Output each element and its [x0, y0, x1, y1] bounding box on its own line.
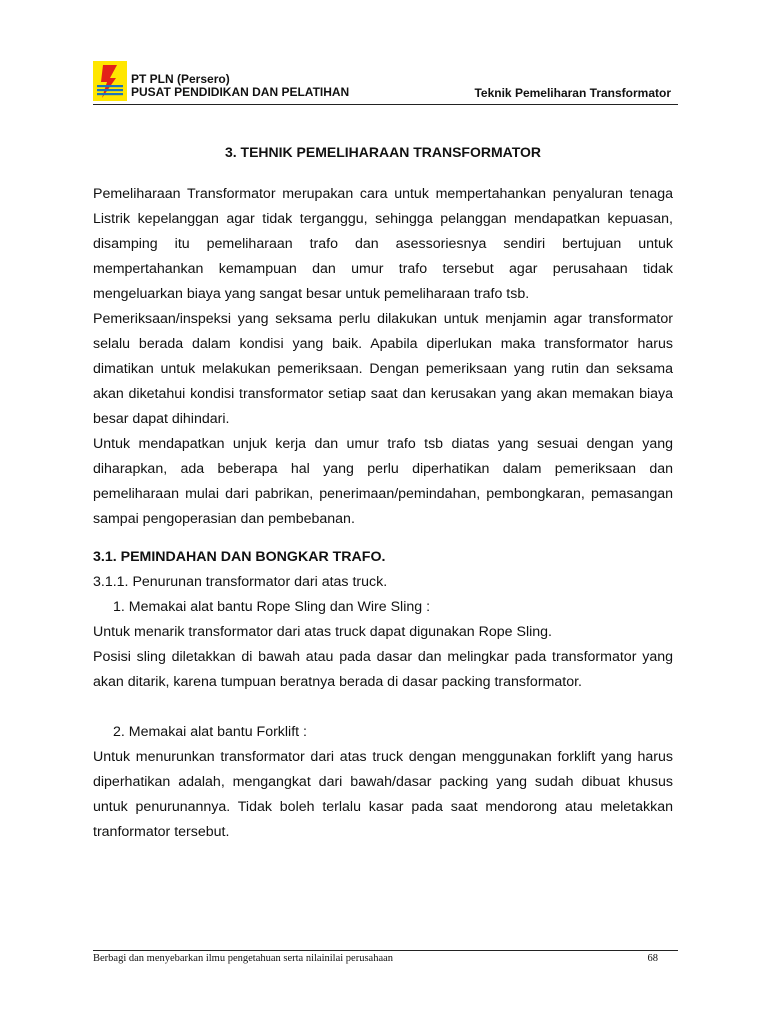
- page-content: [93, 140, 673, 845]
- org-line-1: PT PLN (Persero): [131, 72, 230, 86]
- footer-divider: [93, 950, 678, 951]
- organization-name: [131, 73, 349, 99]
- page-footer: [93, 953, 658, 964]
- list-item-label: 2. Memakai alat bantu Forklift :: [113, 724, 307, 740]
- footer-text: Berbagi dan menyebarkan ilmu pengetahuan serta nilainilai perusahaan: [93, 953, 394, 964]
- org-line-2: PUSAT PENDIDIKAN DAN PELATIHAN: [131, 85, 350, 99]
- section-title: 3.1. PEMINDAHAN DAN BONGKAR TRAFO.: [93, 549, 386, 565]
- document-title: Teknik Pemeliharan Transformator: [474, 86, 671, 100]
- list-item-text: Posisi sling diletakkan di bawah atau pada dasar dan melingkar pada transformator yang akan ditarik, karena tumpuan beratnya berada di dasar packing transformator.: [93, 649, 673, 690]
- paragraph-2: Pemeriksaan/inspeksi yang seksama perlu dilakukan untuk menjamin agar transformator selalu berada dalam kondisi yang baik. Apabila diperlukan maka transformator harus dimatikan untuk melakukan pemeriksaan. Dengan pemeriksaan yang rutin dan seksama akan diketahui kondisi transformator setiap saat dan kerusakan yang akan memakan biaya besar dapat dihindari.: [93, 311, 673, 427]
- page-number: 68: [647, 953, 658, 964]
- list-item-label: 1. Memakai alat bantu Rope Sling dan Wire Sling :: [113, 599, 431, 615]
- list-item-text: Untuk menarik transformator dari atas truck dapat digunakan Rope Sling.: [93, 624, 552, 640]
- paragraph-1: Pemeliharaan Transformator merupakan cara untuk mempertahankan penyaluran tenaga Listrik kepelanggan agar tidak terganggu, sehingga pelanggan mendapatkan kepuasan, disamping itu pemeliharaan trafo dan asessoriesnya sendiri bertujuan untuk mempertahankan kemampuan dan umur trafo tersebut agar perusahaan tidak mengeluarkan biaya yang sangat besar untuk pemeliharaan trafo tsb.: [93, 186, 673, 302]
- spacer: [93, 695, 673, 720]
- subsection-title: 3.1.1. Penurunan transformator dari atas truck.: [93, 574, 388, 590]
- page-header: [93, 61, 678, 105]
- paragraph-3: Untuk mendapatkan unjuk kerja dan umur trafo tsb diatas yang sesuai dengan yang diharapkan, ada beberapa hal yang perlu diperhatikan dalam pemeriksaan dan pemeliharaan mulai dari pabrikan, penerimaan/pemindahan, pembongkaran, pemasangan sampai pengoperasian dan pembebanan.: [93, 436, 673, 527]
- header-divider: [93, 104, 678, 105]
- chapter-title: 3. TEHNIK PEMELIHARAAN TRANSFORMATOR: [224, 144, 542, 160]
- list-item-text: Untuk menurunkan transformator dari atas truck dengan menggunakan forklift yang harus diperhatikan adalah, mengangkat dari bawah/dasar packing yang sudah dibuat khusus untuk penurunannya. Tidak boleh terlalu kasar pada saat mendorong atau meletakkan tranformator tersebut.: [93, 749, 673, 840]
- pln-lightning-logo-icon: [93, 61, 127, 101]
